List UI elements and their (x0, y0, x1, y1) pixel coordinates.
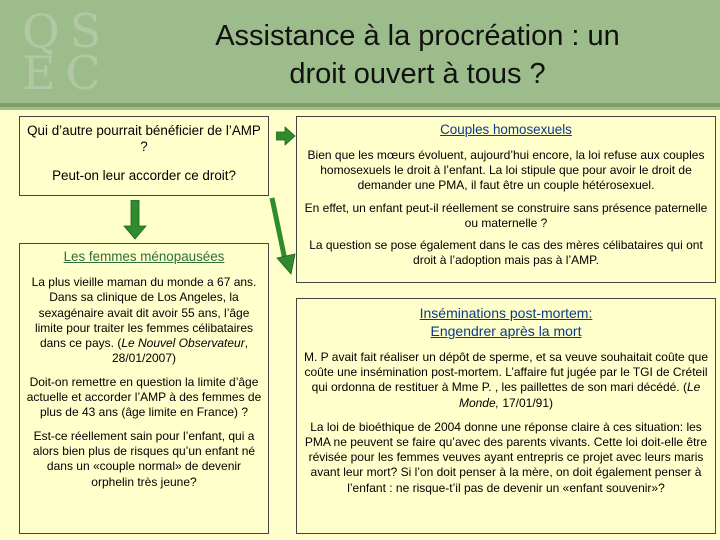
postmortem-paragraph-1 (303, 350, 709, 411)
logo-line-2: EC (22, 46, 111, 100)
homosexual-heading: Couples homosexuels (440, 122, 572, 137)
questions-box (19, 116, 269, 196)
menopause-paragraph-2: Doit-on remettre en question la limite d’âge actuelle et accorder l’AMP à des femmes de plus de 43 ans (âge limite en France) ? (26, 374, 262, 420)
header-divider (0, 103, 720, 107)
homosexual-paragraph-3: La question se pose également dans le cas des mères célibataires qui ont droit à l’adoption mais pas à l’AMP. (309, 238, 703, 268)
logo-line-1: QS (22, 4, 112, 58)
postmortem-p1-text: M. P avait fait réaliser un dépôt de sperme, et sa veuve souhaitait coûte que coûte une insémination post-mortem. L’affaire fut jugée par le TGI de Créteil qui ordonna de restituer à Mme P. , les paillettes de son mari décédé. ( (303, 350, 708, 395)
arrow-down-icon (123, 200, 147, 240)
postmortem-p1-date: 17/01/91) (498, 395, 554, 410)
menopause-paragraph-1 (25, 275, 263, 367)
postmortem-paragraph-2: La loi de bioéthique de 2004 donne une réponse claire à ces situation: les PMA ne peuvent se faire qu’avec des parents vivants. Cette loi doit-elle être révisée pour les femmes veuves ayant entrepris ce projet avec leurs maris avant leur mort? Si l’on doit penser à la mère, on doit également penser à l’enfant : ne risque-t’il pas de devenir un «enfant souvenir»? (304, 419, 708, 495)
qsec-logo (22, 4, 112, 100)
title-line-2: droit ouvert à tous ? (289, 58, 546, 90)
menopause-p1-text: La plus vieille maman du monde a 67 ans. Dans sa clinique de Los Angeles, la sexagénaire avait dit avoir 55 ans, l’âge limite pour traiter les femmes célibataires dans ce pays. ( (31, 275, 257, 351)
menopause-box (19, 243, 269, 534)
homosexual-paragraph-2: En effet, un enfant peut-il réellement se construire sans présence paternelle ou maternelle ? (304, 200, 708, 230)
postmortem-heading-line-2: Engendrer après la mort (430, 323, 582, 339)
title-line-1: Assistance à la procréation : un (215, 20, 620, 52)
postmortem-p1-source: Le Monde, (458, 380, 701, 410)
menopause-heading: Les femmes ménopausées (63, 249, 225, 264)
question-2: Peut-on leur accorder ce droit? (52, 168, 236, 183)
menopause-p1-date: , 28/01/2007) (111, 336, 249, 366)
postmortem-heading-line-1: Inséminations post-mortem: (419, 305, 593, 321)
postmortem-box (296, 298, 716, 534)
menopause-paragraph-3: Est-ce réellement sain pour l’enfant, qui a alors bien plus de risques qu’un enfant né dans un «couple normal» de devenir orphelin très jeune? (32, 428, 256, 489)
postmortem-heading (303, 304, 709, 340)
arrow-right-icon (276, 126, 296, 146)
page-title (120, 17, 715, 93)
question-1: Qui d’autre pourrait bénéficier de l’AMP ? (27, 123, 261, 154)
arrow-diagonal-icon (268, 196, 298, 276)
homosexual-paragraph-1: Bien que les mœurs évoluent, aujourd’hui encore, la loi refuse aux couples homosexuels le droit à l’enfant. La loi stipule que pour avoir le droit de demander une PMA, il faut être un couple hétérosexuel. (307, 148, 705, 193)
homosexual-couples-box (296, 116, 716, 283)
menopause-p1-source: Le Nouvel Observateur (121, 336, 245, 351)
